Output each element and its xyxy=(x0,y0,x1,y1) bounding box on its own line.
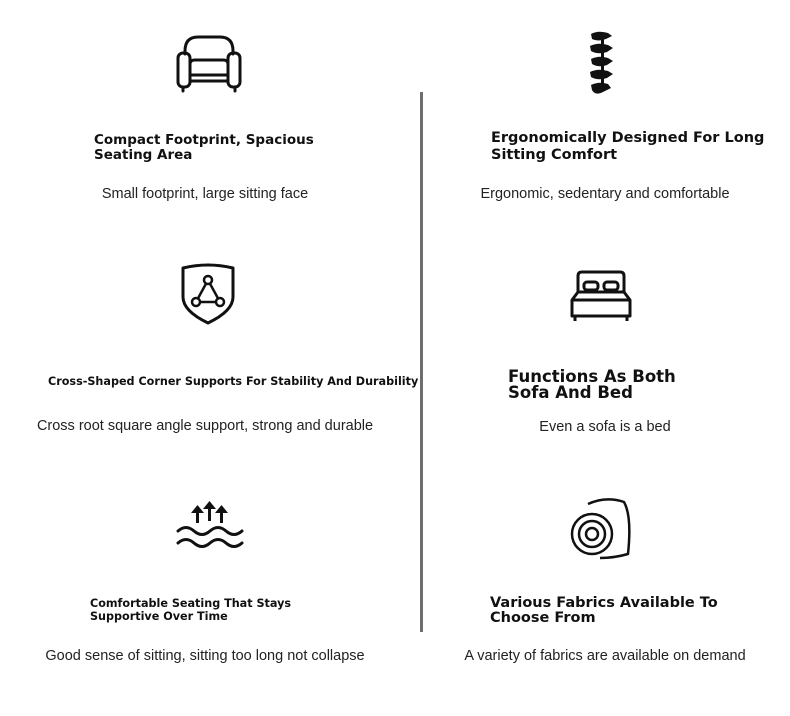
armchair-icon xyxy=(176,34,242,92)
feature-desc-compact: Small footprint, large sitting face xyxy=(101,186,309,202)
feature-desc-comfortable: Good sense of sitting, sitting too long not collapse xyxy=(45,648,365,664)
shield-triangle-icon xyxy=(180,263,236,325)
feature-title-ergonomic: Ergonomically Designed For Long Sitting Comfort xyxy=(491,130,765,163)
waves-arrows-icon xyxy=(176,502,244,550)
feature-title-sofa-bed: Functions As Both Sofa And Bed xyxy=(508,367,676,402)
bed-icon xyxy=(570,270,632,322)
fabric-roll-icon xyxy=(570,496,632,560)
feature-desc-corner-supports: Cross root square angle support, strong and durable xyxy=(36,418,374,434)
feature-desc-sofa-bed: Even a sofa is a bed xyxy=(539,419,671,435)
feature-title-corner-supports: Cross-Shaped Corner Supports For Stability And Durability xyxy=(48,375,419,388)
feature-desc-fabrics: A variety of fabrics are available on demand xyxy=(464,648,746,664)
feature-title-compact: Compact Footprint, Spacious Seating Area xyxy=(94,132,314,163)
feature-title-fabrics: Various Fabrics Available To Choose From xyxy=(490,595,718,626)
feature-title-comfortable: Comfortable Seating That Stays Supportive Over Time xyxy=(90,597,292,623)
feature-desc-ergonomic: Ergonomic, sedentary and comfortable xyxy=(480,186,730,202)
center-divider xyxy=(420,92,423,632)
spine-icon xyxy=(588,30,616,98)
